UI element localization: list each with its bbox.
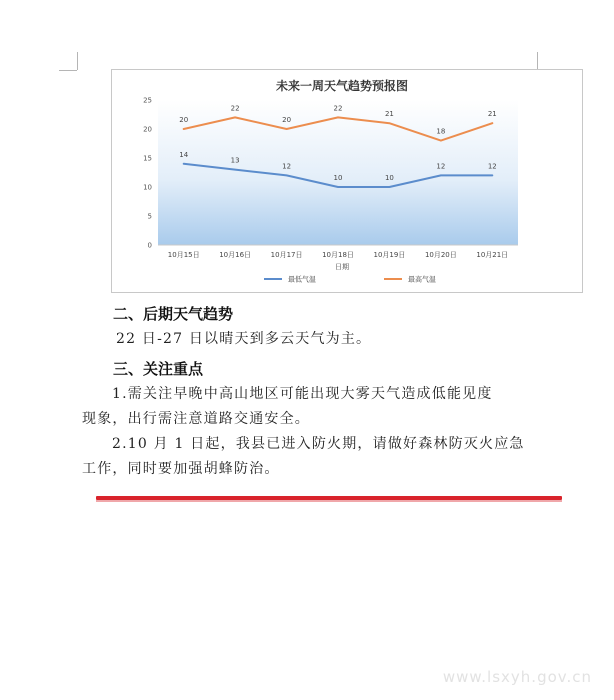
x-tick-label-5: 10月20日: [424, 251, 457, 259]
x-tick-label-2: 10月17日: [270, 251, 303, 259]
data-label-1-5: 18: [436, 127, 446, 136]
x-tick-label-6: 10月21日: [476, 251, 509, 259]
chart-title: 未来一周天气趋势预报图: [275, 79, 409, 93]
x-tick-label-3: 10月18日: [322, 251, 354, 259]
data-label-1-3: 22: [333, 104, 343, 113]
section-heading-later-trend: 二、后期天气趋势: [113, 305, 234, 323]
focus-item-2-line-2: 工作，同时要加强胡蜂防治。: [82, 461, 280, 477]
data-label-1-2: 20: [282, 116, 292, 124]
legend-label-1: 最高气温: [408, 275, 436, 284]
data-label-0-0: 14: [179, 150, 189, 159]
focus-item-2-line-1: 2.10 月 1 日起，我县已进入防火期，请做好森林防灭火应急: [112, 436, 525, 452]
data-label-1-6: 21: [487, 110, 497, 119]
chart-legend: [264, 275, 436, 284]
weather-trend-chart: [111, 69, 583, 293]
y-tick-label-3: 15: [143, 154, 152, 163]
data-label-0-5: 12: [436, 162, 446, 171]
y-tick-label-4: 20: [143, 125, 152, 134]
data-label-0-3: 10: [333, 174, 343, 182]
y-tick-label-2: 10: [143, 183, 152, 192]
crop-mark-right-vertical: [537, 52, 538, 70]
data-label-0-6: 12: [487, 162, 497, 171]
y-tick-label-5: 25: [143, 96, 152, 105]
focus-item-1-line-1: 1.需关注早晚中高山地区可能出现大雾天气造成低能见度: [112, 386, 493, 402]
legend-label-0: 最低气温: [288, 275, 316, 284]
y-tick-label-0: 0: [147, 241, 152, 250]
data-label-0-4: 10: [384, 174, 394, 182]
data-label-0-1: 13: [230, 156, 240, 165]
section-body-later-trend: 22 日-27 日以晴天到多云天气为主。: [116, 331, 372, 347]
crop-mark-left-vertical: [77, 52, 78, 70]
x-tick-label-1: 10月16日: [219, 251, 252, 259]
section-heading-focus: 三、关注重点: [113, 360, 204, 378]
data-label-0-2: 12: [282, 162, 292, 171]
data-label-1-4: 21: [384, 110, 394, 119]
x-tick-label-0: 10月15日: [167, 251, 200, 259]
site-watermark: www.lsxyh.gov.cn: [442, 668, 592, 686]
y-tick-label-1: 5: [147, 212, 152, 221]
y-axis-ticks: [143, 97, 152, 250]
x-axis-title: 日期: [335, 263, 349, 271]
x-axis-ticks: [168, 251, 508, 259]
data-label-1-1: 22: [230, 104, 240, 113]
red-separator-shadow: [96, 500, 562, 502]
chart-canvas: [112, 70, 582, 292]
x-tick-label-4: 10月19日: [373, 251, 406, 259]
data-label-1-0: 20: [179, 116, 189, 124]
focus-item-1-line-2: 现象，出行需注意道路交通安全。: [82, 411, 310, 427]
crop-mark-left-horizontal: [59, 70, 77, 71]
